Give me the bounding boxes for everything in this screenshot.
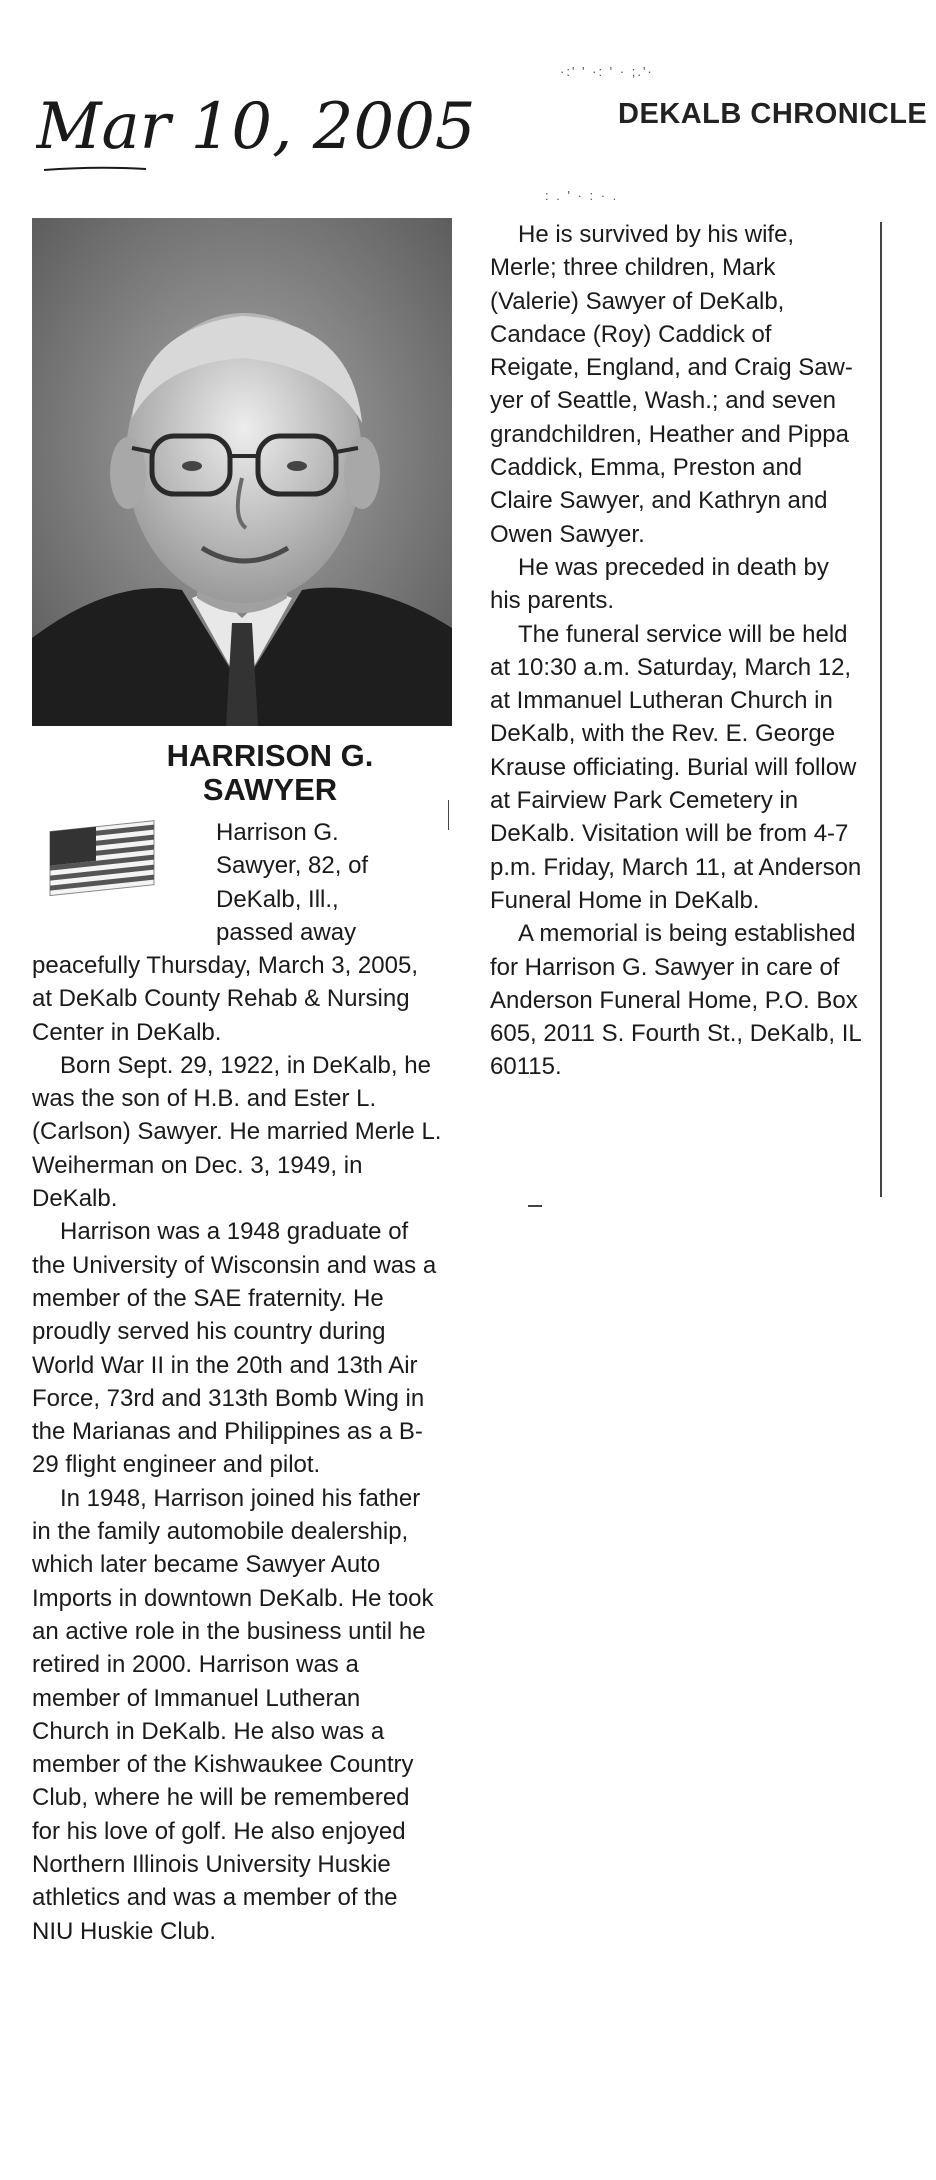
column-edge-rule — [448, 800, 449, 830]
handwritten-date-text: Mar 10, 2005 — [36, 90, 476, 164]
body-paragraph: In 1948, Harrison joined his father in the family automobile dealership, which later became Sawyer Auto Imports in downtown DeKalb. He took an active role in the business until he retired in 2000. Harrison was a member of Immanuel Lutheran Church in DeKalb. He also was a member of the Kishwaukee Country Club, where he will be remembered for his love of golf. He also enjoyed Northern Illinois University Huskie athletics and was a member of the NIU Huskie Club. — [32, 1484, 434, 1945]
print-speckle: ·:' ' ·: ' · ;.'· — [560, 64, 654, 79]
obituary-right-column — [490, 218, 865, 1084]
lead-line: passed away — [216, 918, 357, 946]
handwritten-date — [36, 70, 506, 190]
body-paragraph: He is survived by his wife, Merle; three children, Mark (Valerie) Sawyer of DeKalb, Candace (Roy) Caddick of Reigate, England, and Craig Saw-yer of Seattle, Wash.; and seven grandchildren, Heather and Pippa Caddick, Emma, Preston and Claire Sawyer, and Kathryn and Owen Sawyer. — [490, 221, 853, 548]
lead-line: Sawyer, 82, of — [216, 852, 369, 880]
american-flag-icon — [46, 818, 166, 898]
lead-line: Harrison G. — [216, 819, 339, 846]
obituary-name-line-1: HARRISON G. — [166, 738, 374, 773]
body-paragraph: peacefully Thursday, March 3, 2005, at DeKalb County Rehab & Nursing Center in DeKalb. — [32, 952, 418, 1046]
column-edge-rule — [880, 222, 882, 1197]
obituary-lead — [216, 816, 426, 949]
body-paragraph: Born Sept. 29, 1922, in DeKalb, he was the son of H.B. and Ester L. (Carlson) Sawyer. He married Merle L. Weiherman on Dec. 3, 1949, in DeKalb. — [32, 1051, 442, 1213]
body-paragraph: A memorial is being established for Harrison G. Sawyer in care of Anderson Funeral Home, P.O. Box 605, 2011 S. Fourth St., DeKalb, IL 60115. — [490, 920, 861, 1081]
newspaper-masthead: DEKALB CHRONICLE — [618, 98, 928, 130]
body-paragraph: The funeral service will be held at 10:30 a.m. Saturday, March 12, at Immanuel Lutheran Church in DeKalb, with the Rev. E. George Krause officiating. Burial will follow at Fairview Park Cemetery in DeKalb. Visitation will be from 4-7 p.m. Friday, March 11, at Anderson Funeral Home in DeKalb. — [490, 620, 862, 914]
column-end-mark — [528, 1205, 542, 1207]
obituary-name-line-2: SAWYER — [202, 772, 338, 807]
portrait-photo — [32, 218, 452, 726]
print-speckle: : . ' · : · . — [545, 188, 619, 203]
body-paragraph: He was preceded in death by his parents. — [490, 553, 829, 615]
lead-line: DeKalb, Ill., — [216, 885, 339, 913]
body-paragraph: Harrison was a 1948 graduate of the University of Wisconsin and was a member of the SAE fraternity. He proudly served his country during World War II in the 20th and 13th Air Force, 73rd and 313th Bomb Wing in the Marianas and Philippines as a B-29 flight engineer and pilot. — [32, 1218, 437, 1479]
obituary-left-column — [32, 949, 442, 1948]
